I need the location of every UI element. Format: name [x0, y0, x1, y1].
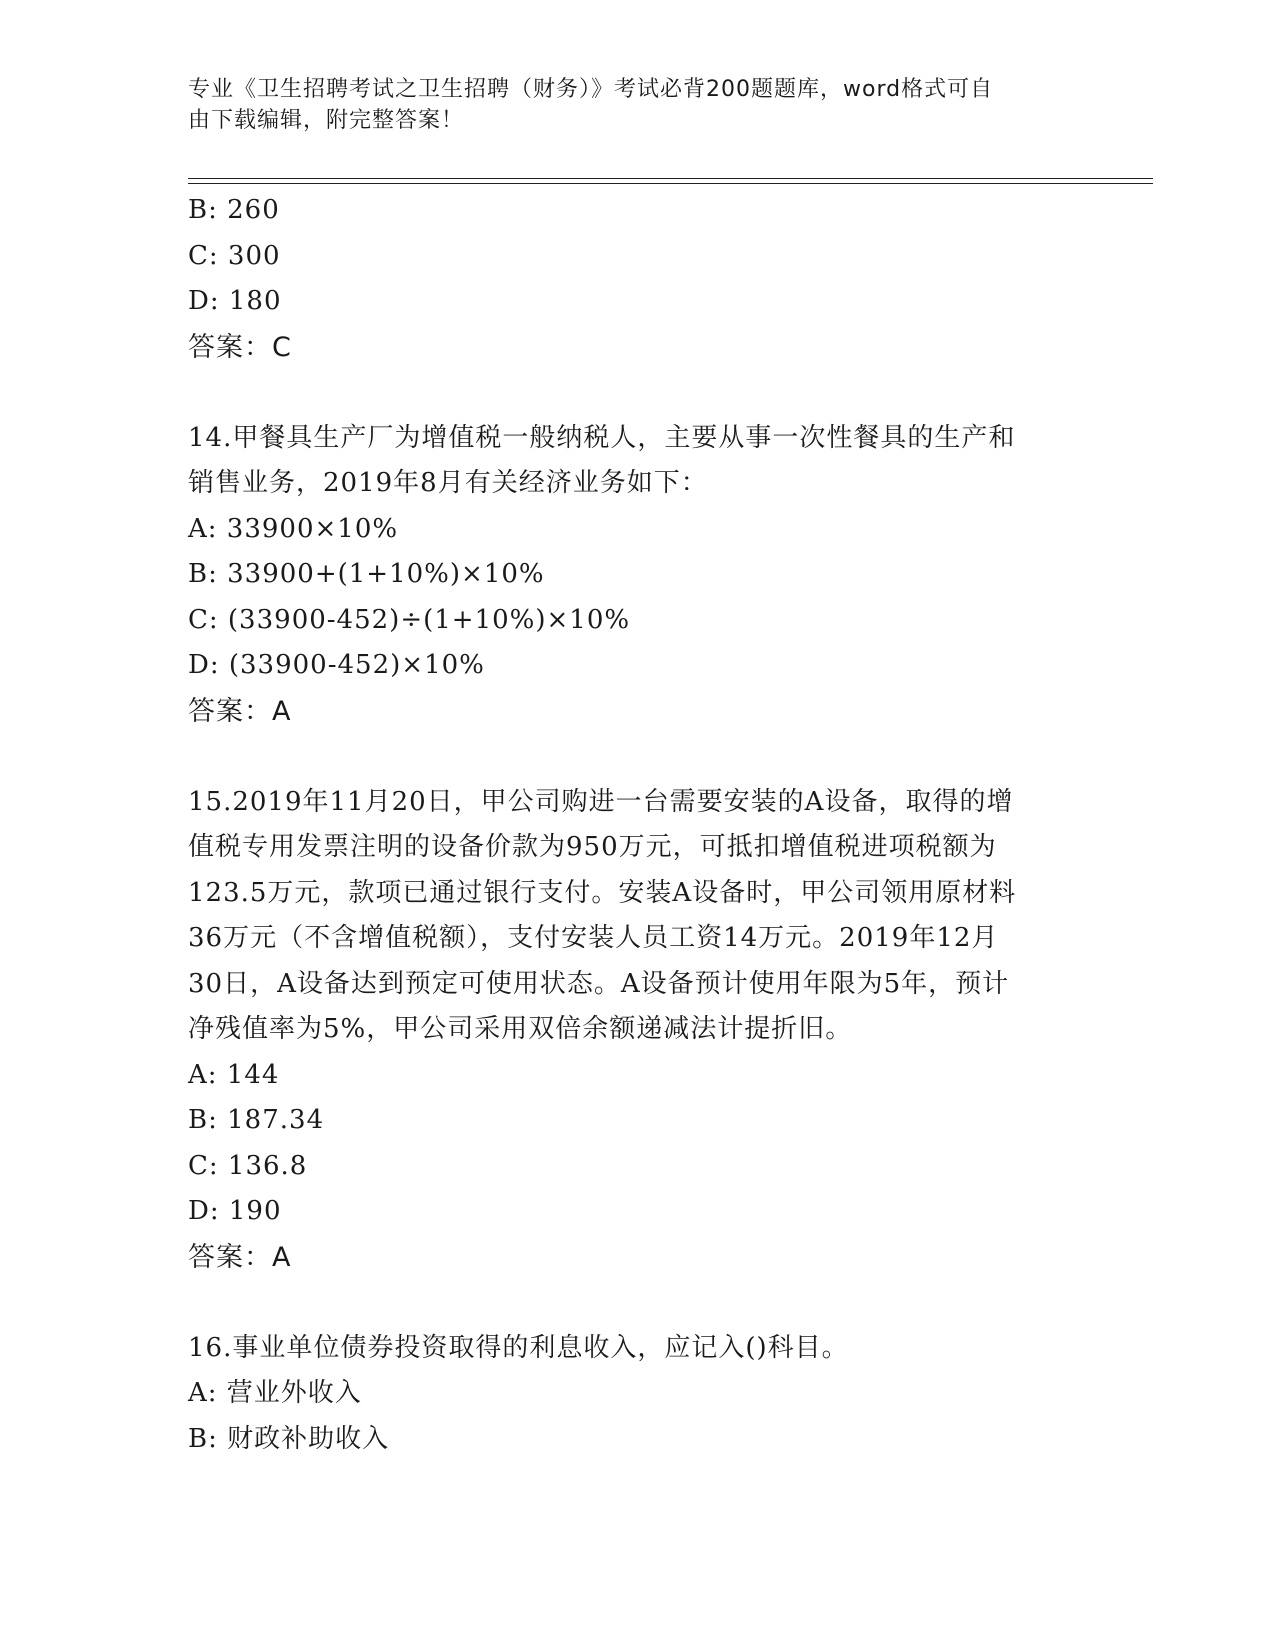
question-text-line: 14.甲餐具生产厂为增值税一般纳税人，主要从事一次性餐具的生产和 [188, 422, 1016, 453]
question-text-line: 36万元（不含增值税额），支付安装人员工资14万元。2019年12月 [188, 923, 999, 953]
question-14 [188, 416, 1088, 735]
question-text-line: 15.2019年11月20日，甲公司购进一台需要安装的A设备，取得的增 [188, 786, 1014, 817]
answer-line: 答案：A [188, 1241, 292, 1273]
question-text-line: 123.5万元，款项已通过银行支付。安装A设备时，甲公司领用原材料 [188, 877, 1017, 908]
option-b: B: 财政补助收入 [188, 1423, 390, 1454]
option-a: A: 营业外收入 [188, 1378, 362, 1408]
option-a: A: 144 [188, 1059, 280, 1090]
option-d: D: (33900-452)×10% [188, 650, 485, 680]
option-b: B: 260 [188, 195, 280, 225]
answer-line: 答案：C [188, 331, 292, 363]
question-text-line: 销售业务，2019年8月有关经济业务如下： [188, 468, 708, 498]
answer-line: 答案：A [188, 695, 292, 727]
question-16 [188, 1326, 1088, 1463]
document-header [188, 74, 1068, 136]
option-b: B: 187.34 [188, 1105, 325, 1135]
option-b: B: 33900+(1+10%)×10% [188, 559, 545, 589]
question-text-line: 净残值率为5%，甲公司采用双倍余额递减法计提折旧。 [188, 1014, 853, 1044]
option-c: C: 300 [188, 240, 281, 271]
header-line: 专业《卫生招聘考试之卫生招聘（财务）》考试必背200题题库，word格式可自 [188, 77, 994, 102]
option-c: C: 136.8 [188, 1150, 308, 1181]
option-d: D: 180 [188, 286, 282, 316]
option-d: D: 190 [188, 1196, 282, 1226]
spacer [188, 734, 1088, 780]
question-text-line: 30日，A设备达到预定可使用状态。A设备预计使用年限为5年，预计 [188, 968, 1010, 999]
question-text-line: 值税专用发票注明的设备价款为950万元，可抵扣增值税进项税额为 [188, 832, 997, 862]
document-body [188, 188, 1088, 1462]
spacer [188, 1280, 1088, 1326]
question-text-line: 16.事业单位债券投资取得的利息收入，应记入()科目。 [188, 1332, 849, 1363]
option-a: A: 33900×10% [188, 513, 399, 544]
spacer [188, 370, 1088, 416]
header-divider [188, 183, 1153, 184]
question-13-tail [188, 188, 1088, 370]
header-divider [188, 178, 1153, 179]
option-c: C: (33900-452)÷(1+10%)×10% [188, 604, 631, 635]
question-15 [188, 780, 1088, 1281]
header-line: 由下载编辑，附完整答案！ [188, 108, 465, 133]
